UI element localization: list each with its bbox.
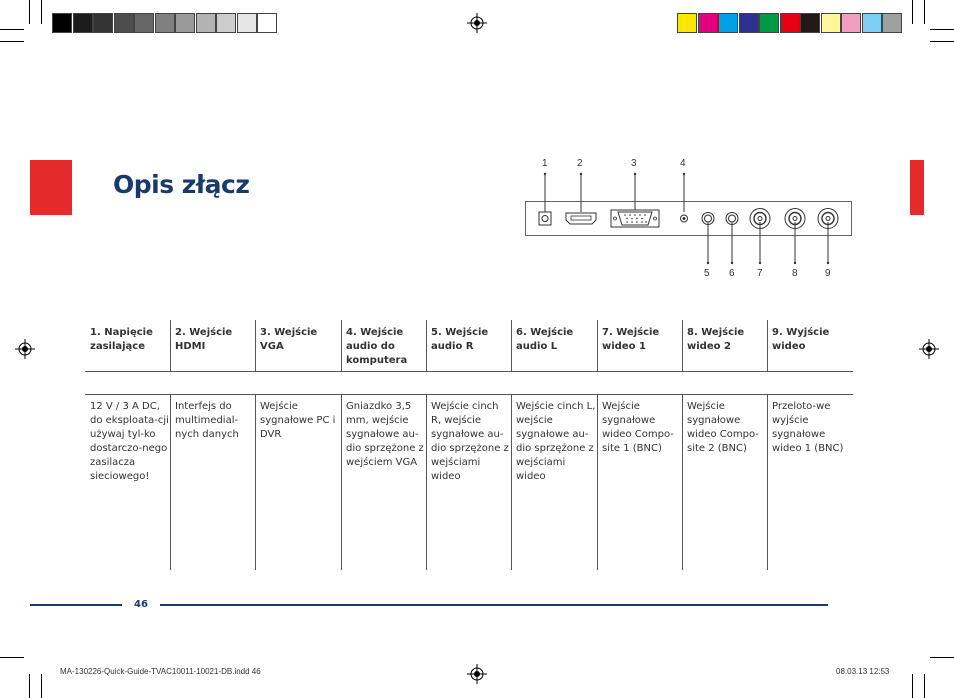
column-header: 8. Wejście wideo 2 [687,327,745,352]
footer-rule-left [30,604,122,606]
column-separator [170,394,171,570]
column-header: 5. Wejście audio R [431,327,489,352]
column-description: 12 V / 3 A DC, do eksploata-cji używaj tyl-ko dostarczo-nego zasilacza sieciowego! [90,401,169,482]
color-swatch [841,13,861,33]
column-separator [255,320,256,371]
column-description: Wejście sygnałowe wideo Compo-site 2 (BNC) [687,401,759,454]
column-header: 7. Wejście wideo 1 [602,327,660,352]
color-swatch [134,13,154,33]
connector-label: 4 [680,158,686,169]
page-number: 46 [134,599,148,610]
color-swatch [93,13,113,33]
column-separator [341,320,342,371]
color-swatch [73,13,93,33]
column-separator [341,394,342,570]
column-header: 6. Wejście audio L [516,327,574,352]
column-description: Wejście sygnałowe PC i DVR [260,401,336,440]
connector-svg [525,160,855,280]
column-header: 3. Wejście VGA [260,327,318,352]
connector-label: 2 [577,158,583,169]
color-swatch [114,13,134,33]
color-swatch [800,13,820,33]
registration-mark-icon [919,339,939,359]
table-divider [85,394,853,395]
column-separator [426,320,427,371]
date-slug: 08.03.13 12:53 [836,667,890,676]
column-separator [511,394,512,570]
column-description: Interfejs do multimedial-nych danych [175,401,239,440]
column-separator [682,320,683,371]
connector-label: 1 [542,158,548,169]
color-swatch [862,13,882,33]
color-swatch [196,13,216,33]
column-description: Wejście sygnałowe wideo Compo-site 1 (BNC) [602,401,674,454]
color-swatch [257,13,277,33]
connector-label: 9 [825,268,831,279]
connector-label: 3 [631,158,637,169]
color-swatch [175,13,195,33]
color-swatch [698,13,718,33]
connector-label: 6 [729,268,735,279]
footer-rule-right [160,604,828,606]
column-separator [426,394,427,570]
column-separator [597,320,598,371]
connector-label: 5 [704,268,710,279]
color-swatch [759,13,779,33]
color-swatch [216,13,236,33]
column-header: 9. Wyjście wideo [772,327,830,352]
file-slug: MA-130226-Quick-Guide-TVAC10011-10021-DB.indd 46 [60,667,261,676]
left-red-tab [30,160,72,215]
color-swatch [718,13,738,33]
column-separator [511,320,512,371]
connector-label: 7 [757,268,763,279]
column-separator [597,394,598,570]
registration-mark-icon [15,339,35,359]
column-description: Wejście cinch L, wejście sygnałowe au-dio sprzężone z wejściami wideo [516,401,596,482]
table-divider [85,371,853,372]
column-separator [170,320,171,371]
color-swatch [52,13,72,33]
column-description: Przeloto-we wyjście sygnałowe wideo 1 (BNC) [772,401,844,454]
column-separator [767,394,768,570]
column-description: Wejście cinch R, wejście sygnałowe au-dio sprzężone z wejściami wideo [431,401,509,482]
registration-mark-icon [467,13,487,33]
right-red-tab [910,160,924,215]
column-separator [682,394,683,570]
column-separator [255,394,256,570]
color-swatch [780,13,800,33]
color-swatch [237,13,257,33]
color-swatch [155,13,175,33]
column-header: 4. Wejście audio do komputera [346,327,408,366]
page-title: Opis złącz [113,170,250,199]
color-swatch [677,13,697,33]
registration-mark-icon [467,664,487,684]
color-swatch [821,13,841,33]
column-separator [767,320,768,371]
column-header: 2. Wejście HDMI [175,327,233,352]
color-swatch [882,13,902,33]
connector-label: 8 [792,268,798,279]
column-header: 1. Napięcie zasilające [90,327,153,352]
color-swatch [739,13,759,33]
column-description: Gniazdko 3,5 mm, wejście sygnałowe au-dio sprzężone z wejściem VGA [346,401,424,468]
